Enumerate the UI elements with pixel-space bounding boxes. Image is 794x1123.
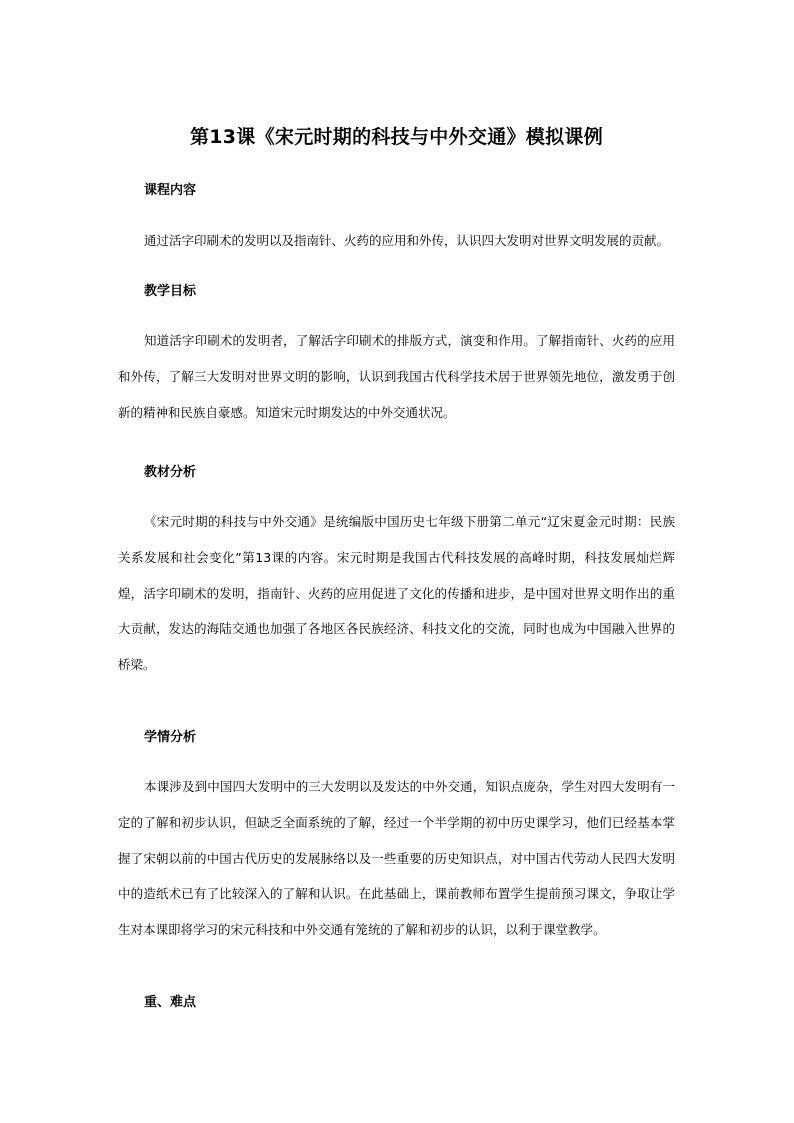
section-body-student-analysis: 本课涉及到中国四大发明中的三大发明以及发达的中外交通，知识点庞杂，学生对四大发明有一定的了解和初步认识，但缺乏全面系统的了解，经过一个半学期的初中历史课学习，他们已经基本掌握了宋朝以前的中国古代历史的发展脉络以及一些重要的历史知识点，对中国古代劳动人民四大发明中的造纸术已有了比较深入的了解和认识。在此基础上，课前教师布置学生提前预习课文，争取让学生对本课即将学习的宋元科技和中外交通有笼统的了解和初步的认识，以利于课堂教学。 <box>118 779 675 938</box>
section-body-course-content: 通过活字印刷术的发明以及指南针、火药的应用和外传，认识四大发明对世界文明发展的贡献。 <box>144 233 670 248</box>
section-body-textbook-analysis: 《宋元时期的科技与中外交通》是统编版中国历史七年级下册第二单元“辽宋夏金元时期：民族关系发展和社会变化”第13课的内容。宋元时期是我国古代科技发展的高峰时期，科技发展灿烂辉煌，活字印刷术的发明，指南针、火药的应用促进了文化的传播和进步，是中国对世界文明作出的重大贡献，发达的海陆交通也加强了各地区各民族经济、科技文化的交流，同时也成为中国融入世界的桥梁。 <box>118 514 675 673</box>
section-body-teaching-goals: 知道活字印刷术的发明者，了解活字印刷术的排版方式，演变和作用。了解指南针、火药的应用和外传，了解三大发明对世界文明的影响，认识到我国古代科学技术居于世界领先地位，激发勇于创新的精神和民族自豪感。知道宋元时期发达的中外交通状况。 <box>118 333 675 420</box>
section-heading-course-content: 课程内容 <box>144 183 197 198</box>
section-heading-key-points: 重、难点 <box>144 995 197 1010</box>
page-title: 第13课《宋元时期的科技与中外交通》模拟课例 <box>189 126 604 148</box>
section-heading-teaching-goals: 教学目标 <box>144 284 197 299</box>
section-heading-student-analysis: 学情分析 <box>144 730 197 745</box>
section-heading-textbook-analysis: 教材分析 <box>144 465 197 480</box>
